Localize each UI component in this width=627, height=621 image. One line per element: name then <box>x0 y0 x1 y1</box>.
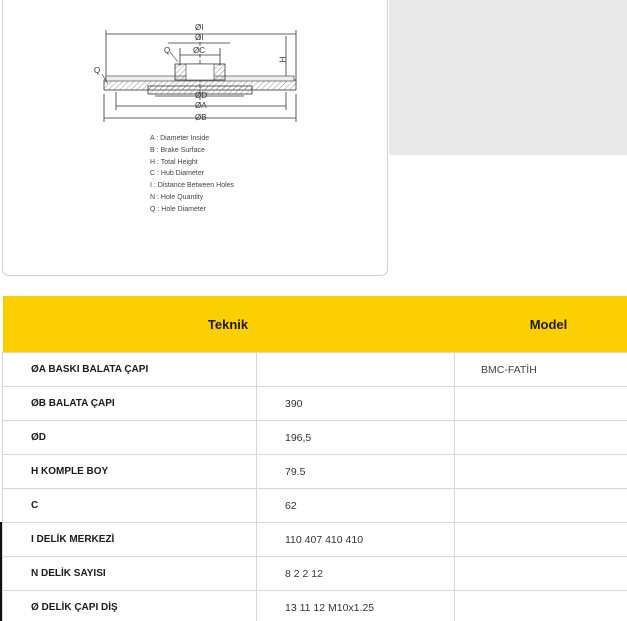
dimension-legend <box>150 133 234 216</box>
legend-item: Q : Hole Diameter <box>150 205 207 213</box>
dim-od: ØD <box>195 91 207 100</box>
legend-item: I : Distance Between Holes <box>150 182 235 190</box>
header-teknik: Teknik <box>3 296 455 353</box>
dim-q-top: Q <box>164 46 171 55</box>
legend-item: N : Hole Quantity <box>150 193 204 201</box>
table-row <box>3 353 627 387</box>
row-value: 62 <box>257 489 455 523</box>
table-row <box>3 387 627 421</box>
dim-ob: ØB <box>195 113 207 122</box>
row-model <box>455 455 627 489</box>
legend-item: C : Hub Diameter <box>150 170 205 178</box>
dim-oc: ØC <box>193 46 205 55</box>
legend-item: B : Brake Surface <box>150 146 205 154</box>
table-header-row <box>3 296 627 353</box>
row-value: 13 11 12 M10x1.25 <box>257 591 455 621</box>
specs-table-container <box>2 296 627 621</box>
header-model: Model <box>455 296 627 353</box>
row-model <box>455 591 627 621</box>
dim-h: H <box>277 56 287 63</box>
specs-table <box>2 296 627 621</box>
table-row <box>3 557 627 591</box>
row-label: ØB BALATA ÇAPI <box>3 387 257 421</box>
row-value: 8 2 2 12 <box>257 557 455 591</box>
row-label: Ø DELİK ÇAPI DİŞ <box>3 591 257 621</box>
row-label: N DELİK SAYISI <box>3 557 257 591</box>
legend-item: A : Diameter Inside <box>150 135 210 142</box>
row-value: 110 407 410 410 <box>257 523 455 557</box>
row-accent-bar <box>0 522 2 621</box>
row-model <box>455 489 627 523</box>
table-row <box>3 523 627 557</box>
row-model <box>455 523 627 557</box>
row-model <box>455 387 627 421</box>
row-model: BMC-FATİH <box>455 353 627 387</box>
legend-item: H : Total Height <box>150 158 198 166</box>
dim-oi-mid: ØI <box>195 33 204 42</box>
row-label: H KOMPLE BOY <box>3 455 257 489</box>
row-label: ØA BASKI BALATA ÇAPI <box>3 353 257 387</box>
row-label: C <box>3 489 257 523</box>
row-value <box>257 353 455 387</box>
row-value: 390 <box>257 387 455 421</box>
table-row <box>3 489 627 523</box>
image-placeholder <box>389 0 627 155</box>
table-row <box>3 421 627 455</box>
row-value: 79.5 <box>257 455 455 489</box>
row-value: 196,5 <box>257 421 455 455</box>
brake-disc-drawing <box>0 0 390 130</box>
table-row <box>3 455 627 489</box>
dim-oa: ØA <box>195 101 207 110</box>
row-label: I DELİK MERKEZİ <box>3 523 257 557</box>
table-row <box>3 591 627 621</box>
row-model <box>455 557 627 591</box>
row-model <box>455 421 627 455</box>
dim-q-left: Q <box>94 66 101 75</box>
row-label: ØD <box>3 421 257 455</box>
dim-oi-top: ØI <box>195 23 204 32</box>
